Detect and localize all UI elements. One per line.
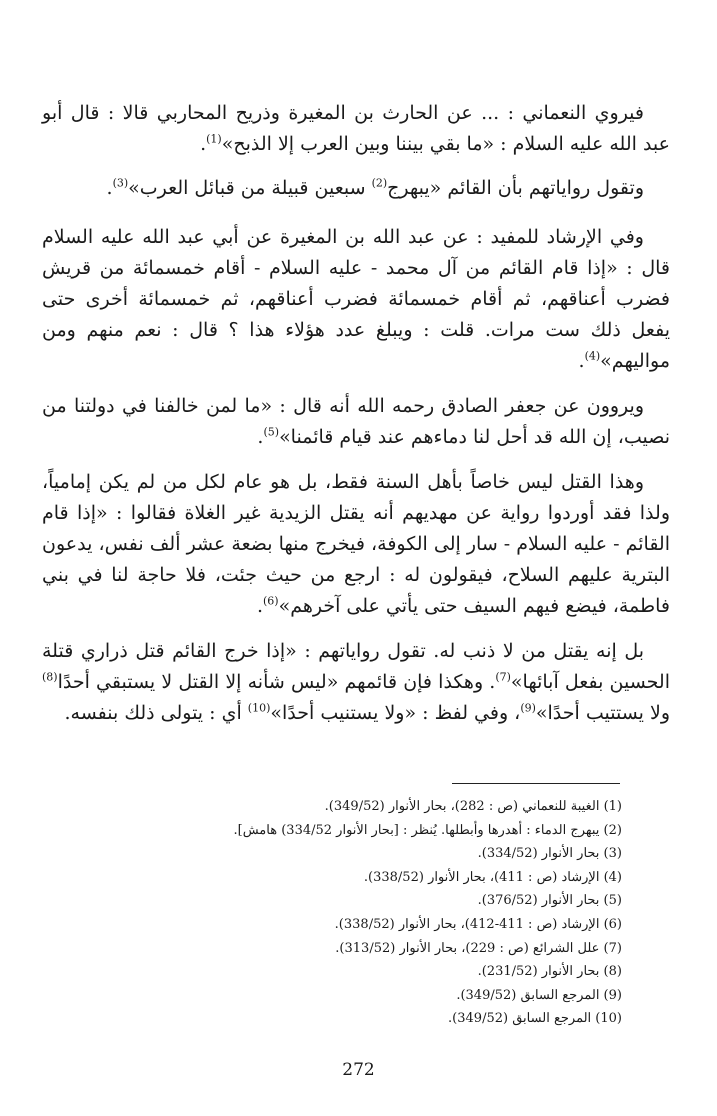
text-run: بل إنه يقتل من لا ذنب له. تقول رواياتهم : «إذا خرج القائم قتل ذراري قتلة الحسين بفعل آبائها» <box>42 640 670 693</box>
footnotes-list <box>42 795 622 1031</box>
footnote-item: (2) يبهرج الدماء : أهدرها وأبطلها. يُنظر : [بحار الأنوار 334/52) هامش]. <box>233 822 622 838</box>
footnote-marker: (8) <box>42 670 58 684</box>
text-run: سبعين قبيلة من قبائل العرب» <box>128 177 372 199</box>
footnote-item: (6) الإرشاد (ص : 411-412)، بحار الأنوار (338/52). <box>334 916 622 932</box>
footnote-item: (3) بحار الأنوار (334/52). <box>477 846 622 862</box>
paragraph <box>42 391 670 453</box>
footnote-marker: (10) <box>247 701 271 715</box>
footnote-item: (5) بحار الأنوار (376/52). <box>477 893 622 909</box>
footnote-marker: (5) <box>263 425 280 439</box>
footnote-marker: (6) <box>263 594 279 608</box>
text-run: وتقول رواياتهم بأن القائم «يبهرج <box>387 177 644 199</box>
text-run: ولا يستتيب أحدًا» <box>535 702 670 724</box>
footnote-marker: (7) <box>495 670 511 684</box>
footnote-item: (9) المرجع السابق (349/52). <box>456 987 622 1003</box>
text-run: . <box>578 350 585 372</box>
footnote-marker: (1) <box>206 132 222 146</box>
footnote-item: (8) بحار الأنوار (231/52). <box>477 964 622 980</box>
paragraph <box>42 222 670 377</box>
footnote-marker: (4) <box>584 349 601 363</box>
footnote-marker: (3) <box>112 176 129 190</box>
text-run: وهذا القتل ليس خاصاً بأهل السنة فقط، بل هو عام لكل من لم يكن إمامياً، ولذا فقد أوردوا رواية عن مهديهم أنه يقتل الزيدية غير الغلاة فقالوا : «إذا قام القائم - عليه السلام - سار إلى الكوفة، فيخرج منها بضعة عشر ألف نفس، يدعون البترية عليهم السلاح، فيقولون له : ارجع من حيث جئت، فلا حاجة لنا في بني فاطمة، فيضع فيهم السيف حتى يأتي على آخرهم» <box>42 471 670 617</box>
text-run: ، وفي لفظ : «ولا يستنيب أحدًا» <box>270 702 521 724</box>
text-run: . <box>200 133 207 155</box>
footnote-marker: (2) <box>371 176 388 190</box>
page-number: 272 <box>342 1060 375 1080</box>
footnote-separator <box>452 783 620 784</box>
paragraph <box>42 98 670 160</box>
footnote-item: (10) المرجع السابق (349/52). <box>448 1011 622 1027</box>
main-text <box>42 98 670 729</box>
text-run: أي : يتولى ذلك بنفسه. <box>64 702 248 724</box>
paragraph <box>42 173 670 204</box>
footnote-marker: (9) <box>520 701 536 715</box>
text-run: . وهكذا فإن قائمهم «ليس شأنه إلا القتل لا يستبقي أحدًا <box>57 671 496 693</box>
text-run: . <box>257 426 264 448</box>
text-run: . <box>256 595 263 617</box>
footnote-item: (1) الغيبة للنعماني (ص : 282)، بحار الأنوار (349/52). <box>324 799 622 814</box>
text-run: وفي الإرشاد للمفيد : عن عبد الله بن المغيرة عن أبي عبد الله عليه السلام قال : «إذا قام القائم من آل محمد - عليه السلام - أقام خمسمائة من قريش فضرب أعناقهم، ثم أقام خمسمائة فضرب أعناقهم، ثم خمسمائة أخرى حتى يفعل ذلك ست مرات. قلت : ويبلغ عدد هؤلاء هذا ؟ قال : نعم منهم ومن مواليهم» <box>42 226 670 372</box>
text-run: . <box>106 177 113 199</box>
paragraph <box>42 636 670 729</box>
text-run: فيروي النعماني : ... عن الحارث بن المغيرة وذريح المحاربي قالا : قال أبو عبد الله عليه السلام : «ما بقي بيننا وبين العرب إلا الذبح» <box>42 102 670 155</box>
footnote-item: (7) علل الشرائع (ص : 229)، بحار الأنوار (313/52). <box>335 940 622 956</box>
text-run: ويروون عن جعفر الصادق رحمه الله أنه قال : «ما لمن خالفنا في دولتنا من نصيب، إن الله قد أحل لنا دماءهم عند قيام قائمنا» <box>42 395 670 448</box>
paragraph <box>42 467 670 622</box>
footnote-item: (4) الإرشاد (ص : 411)، بحار الأنوار (338/52). <box>363 869 622 885</box>
